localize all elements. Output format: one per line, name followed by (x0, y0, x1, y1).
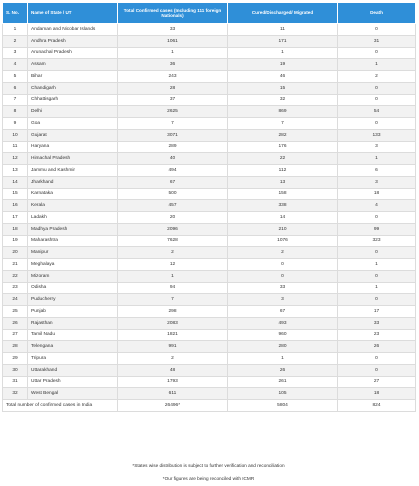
cell-state: Telengana (28, 341, 118, 353)
covid-state-table (2, 2, 416, 412)
table-row (3, 141, 416, 153)
table-row (3, 329, 416, 341)
footnote-icmr: *Our figures are being reconciled with ICMR (162, 476, 255, 481)
cell-death: 26 (338, 341, 416, 353)
cell-death: 23 (338, 329, 416, 341)
cell-sno: 2 (3, 35, 28, 47)
footnotes (2, 459, 415, 485)
cell-cured: 3 (228, 294, 338, 306)
cell-cured: 493 (228, 317, 338, 329)
cell-confirmed: 28 (118, 82, 228, 94)
cell-death: 2 (338, 71, 416, 83)
cell-confirmed: 1061 (118, 35, 228, 47)
cell-sno: 1 (3, 24, 28, 36)
cell-sno: 23 (3, 282, 28, 294)
cell-confirmed: 457 (118, 200, 228, 212)
header-row (3, 3, 416, 24)
cell-cured: 1 (228, 353, 338, 365)
cell-state: Kerala (28, 200, 118, 212)
cell-cured: 158 (228, 188, 338, 200)
table-row (3, 153, 416, 165)
cell-sno: 14 (3, 176, 28, 188)
cell-death: 0 (338, 118, 416, 130)
cell-confirmed: 991 (118, 341, 228, 353)
table-row (3, 118, 416, 130)
header-confirmed: Total Confirmed cases (Including 111 foreign Nationals) (118, 3, 228, 24)
cell-cured: 869 (228, 106, 338, 118)
cell-death: 0 (338, 82, 416, 94)
cell-cured: 261 (228, 376, 338, 388)
cell-death: 1 (338, 259, 416, 271)
cell-state: Arunachal Pradesh (28, 47, 118, 59)
cell-cured: 0 (228, 270, 338, 282)
table-row (3, 364, 416, 376)
cell-death: 0 (338, 270, 416, 282)
header-sno: S. No. (3, 3, 28, 24)
cell-state: Andhra Pradesh (28, 35, 118, 47)
table-row (3, 376, 416, 388)
table-row (3, 270, 416, 282)
table-row (3, 94, 416, 106)
cell-confirmed: 289 (118, 141, 228, 153)
cell-death: 1 (338, 153, 416, 165)
table-row (3, 59, 416, 71)
cell-sno: 30 (3, 364, 28, 376)
cell-state: Delhi (28, 106, 118, 118)
cell-cured: 15 (228, 82, 338, 94)
cell-cured: 26 (228, 364, 338, 376)
cell-sno: 28 (3, 341, 28, 353)
cell-state: Madhya Pradesh (28, 223, 118, 235)
cell-state: Goa (28, 118, 118, 130)
cell-sno: 32 (3, 388, 28, 400)
cell-cured: 67 (228, 306, 338, 318)
cell-confirmed: 94 (118, 282, 228, 294)
cell-state: Himachal Pradesh (28, 153, 118, 165)
covid-state-table-container (2, 2, 415, 412)
cell-sno: 3 (3, 47, 28, 59)
cell-confirmed: 494 (118, 165, 228, 177)
cell-confirmed: 3071 (118, 129, 228, 141)
cell-state: Andaman and Nicobar Islands (28, 24, 118, 36)
cell-death: 54 (338, 106, 416, 118)
cell-confirmed: 2 (118, 353, 228, 365)
cell-state: Chandigarh (28, 82, 118, 94)
cell-state: Odisha (28, 282, 118, 294)
table-row (3, 353, 416, 365)
cell-sno: 17 (3, 212, 28, 224)
cell-state: Jammu and Kashmir (28, 165, 118, 177)
cell-death: 323 (338, 235, 416, 247)
cell-state: West Bengal (28, 388, 118, 400)
cell-cured: 210 (228, 223, 338, 235)
total-death: 824 (338, 400, 416, 412)
cell-death: 6 (338, 165, 416, 177)
cell-death: 18 (338, 188, 416, 200)
cell-cured: 13 (228, 176, 338, 188)
cell-confirmed: 33 (118, 24, 228, 36)
header-state: Name of State / UT (28, 3, 118, 24)
cell-confirmed: 37 (118, 94, 228, 106)
table-row (3, 176, 416, 188)
cell-cured: 1 (228, 47, 338, 59)
cell-sno: 27 (3, 329, 28, 341)
table-row (3, 282, 416, 294)
cell-state: Bihar (28, 71, 118, 83)
table-row (3, 235, 416, 247)
cell-death: 133 (338, 129, 416, 141)
cell-confirmed: 2083 (118, 317, 228, 329)
cell-death: 1 (338, 282, 416, 294)
table-row (3, 306, 416, 318)
cell-cured: 32 (228, 94, 338, 106)
total-confirmed: 26496* (118, 400, 228, 412)
header-cured: Cured/Discharged/ Migrated (228, 3, 338, 24)
cell-cured: 282 (228, 129, 338, 141)
cell-cured: 280 (228, 341, 338, 353)
cell-death: 27 (338, 376, 416, 388)
cell-sno: 12 (3, 153, 28, 165)
cell-death: 0 (338, 47, 416, 59)
cell-death: 1 (338, 59, 416, 71)
cell-confirmed: 500 (118, 188, 228, 200)
table-row (3, 47, 416, 59)
cell-cured: 171 (228, 35, 338, 47)
table-body (3, 24, 416, 412)
cell-state: Ladakh (28, 212, 118, 224)
cell-sno: 22 (3, 270, 28, 282)
cell-confirmed: 2625 (118, 106, 228, 118)
cell-state: Mizoram (28, 270, 118, 282)
cell-sno: 25 (3, 306, 28, 318)
cell-death: 0 (338, 353, 416, 365)
table-row (3, 82, 416, 94)
total-cured: 5804 (228, 400, 338, 412)
cell-confirmed: 1793 (118, 376, 228, 388)
cell-cured: 338 (228, 200, 338, 212)
cell-sno: 29 (3, 353, 28, 365)
table-row (3, 71, 416, 83)
cell-confirmed: 40 (118, 153, 228, 165)
cell-sno: 24 (3, 294, 28, 306)
cell-confirmed: 1 (118, 47, 228, 59)
cell-state: Uttarakhand (28, 364, 118, 376)
cell-confirmed: 20 (118, 212, 228, 224)
cell-death: 4 (338, 200, 416, 212)
cell-state: Chhattisgarh (28, 94, 118, 106)
table-row (3, 388, 416, 400)
table-row (3, 223, 416, 235)
cell-state: Gujarat (28, 129, 118, 141)
cell-state: Karnataka (28, 188, 118, 200)
cell-sno: 8 (3, 106, 28, 118)
cell-state: Jharkhand (28, 176, 118, 188)
cell-sno: 11 (3, 141, 28, 153)
cell-confirmed: 243 (118, 71, 228, 83)
cell-death: 0 (338, 294, 416, 306)
cell-cured: 46 (228, 71, 338, 83)
cell-state: Tripura (28, 353, 118, 365)
cell-state: Assam (28, 59, 118, 71)
cell-death: 0 (338, 94, 416, 106)
cell-sno: 19 (3, 235, 28, 247)
cell-death: 0 (338, 364, 416, 376)
cell-sno: 16 (3, 200, 28, 212)
cell-cured: 105 (228, 388, 338, 400)
cell-death: 18 (338, 388, 416, 400)
cell-death: 33 (338, 317, 416, 329)
cell-state: Maharashtra (28, 235, 118, 247)
table-row (3, 106, 416, 118)
table-row (3, 212, 416, 224)
cell-cured: 960 (228, 329, 338, 341)
cell-sno: 20 (3, 247, 28, 259)
cell-sno: 4 (3, 59, 28, 71)
cell-cured: 176 (228, 141, 338, 153)
cell-cured: 1076 (228, 235, 338, 247)
table-row (3, 24, 416, 36)
cell-cured: 14 (228, 212, 338, 224)
cell-cured: 0 (228, 259, 338, 271)
cell-sno: 7 (3, 94, 28, 106)
cell-sno: 10 (3, 129, 28, 141)
cell-confirmed: 7 (118, 118, 228, 130)
total-row (3, 400, 416, 412)
cell-sno: 31 (3, 376, 28, 388)
table-row (3, 165, 416, 177)
cell-cured: 112 (228, 165, 338, 177)
cell-confirmed: 36 (118, 59, 228, 71)
cell-death: 0 (338, 24, 416, 36)
table-row (3, 188, 416, 200)
cell-cured: 11 (228, 24, 338, 36)
cell-confirmed: 67 (118, 176, 228, 188)
footnote-verification: *States wise distribution is subject to further verification and reconciliation (132, 463, 285, 468)
cell-death: 99 (338, 223, 416, 235)
cell-cured: 2 (228, 247, 338, 259)
table-row (3, 247, 416, 259)
cell-sno: 18 (3, 223, 28, 235)
table-row (3, 259, 416, 271)
cell-state: Manipur (28, 247, 118, 259)
cell-sno: 15 (3, 188, 28, 200)
cell-death: 31 (338, 35, 416, 47)
table-row (3, 294, 416, 306)
cell-state: Meghalaya (28, 259, 118, 271)
cell-death: 0 (338, 247, 416, 259)
cell-sno: 9 (3, 118, 28, 130)
cell-confirmed: 1821 (118, 329, 228, 341)
cell-confirmed: 12 (118, 259, 228, 271)
table-row (3, 200, 416, 212)
cell-confirmed: 611 (118, 388, 228, 400)
table-header (3, 3, 416, 24)
cell-confirmed: 7628 (118, 235, 228, 247)
cell-state: Punjab (28, 306, 118, 318)
cell-state: Puducherry (28, 294, 118, 306)
cell-sno: 6 (3, 82, 28, 94)
cell-state: Haryana (28, 141, 118, 153)
cell-sno: 21 (3, 259, 28, 271)
cell-cured: 19 (228, 59, 338, 71)
cell-confirmed: 298 (118, 306, 228, 318)
table-row (3, 129, 416, 141)
cell-cured: 7 (228, 118, 338, 130)
table-row (3, 35, 416, 47)
table-row (3, 317, 416, 329)
cell-death: 3 (338, 176, 416, 188)
cell-death: 17 (338, 306, 416, 318)
cell-confirmed: 1 (118, 270, 228, 282)
cell-confirmed: 2 (118, 247, 228, 259)
cell-death: 0 (338, 212, 416, 224)
table-row (3, 341, 416, 353)
cell-state: Rajasthan (28, 317, 118, 329)
cell-state: Tamil Nadu (28, 329, 118, 341)
cell-death: 3 (338, 141, 416, 153)
cell-sno: 13 (3, 165, 28, 177)
cell-sno: 26 (3, 317, 28, 329)
cell-confirmed: 7 (118, 294, 228, 306)
cell-confirmed: 2096 (118, 223, 228, 235)
total-label: Total number of confirmed cases in India (3, 400, 118, 412)
header-death: Death (338, 3, 416, 24)
cell-sno: 5 (3, 71, 28, 83)
cell-cured: 22 (228, 153, 338, 165)
cell-confirmed: 48 (118, 364, 228, 376)
cell-cured: 33 (228, 282, 338, 294)
cell-state: Uttar Pradesh (28, 376, 118, 388)
